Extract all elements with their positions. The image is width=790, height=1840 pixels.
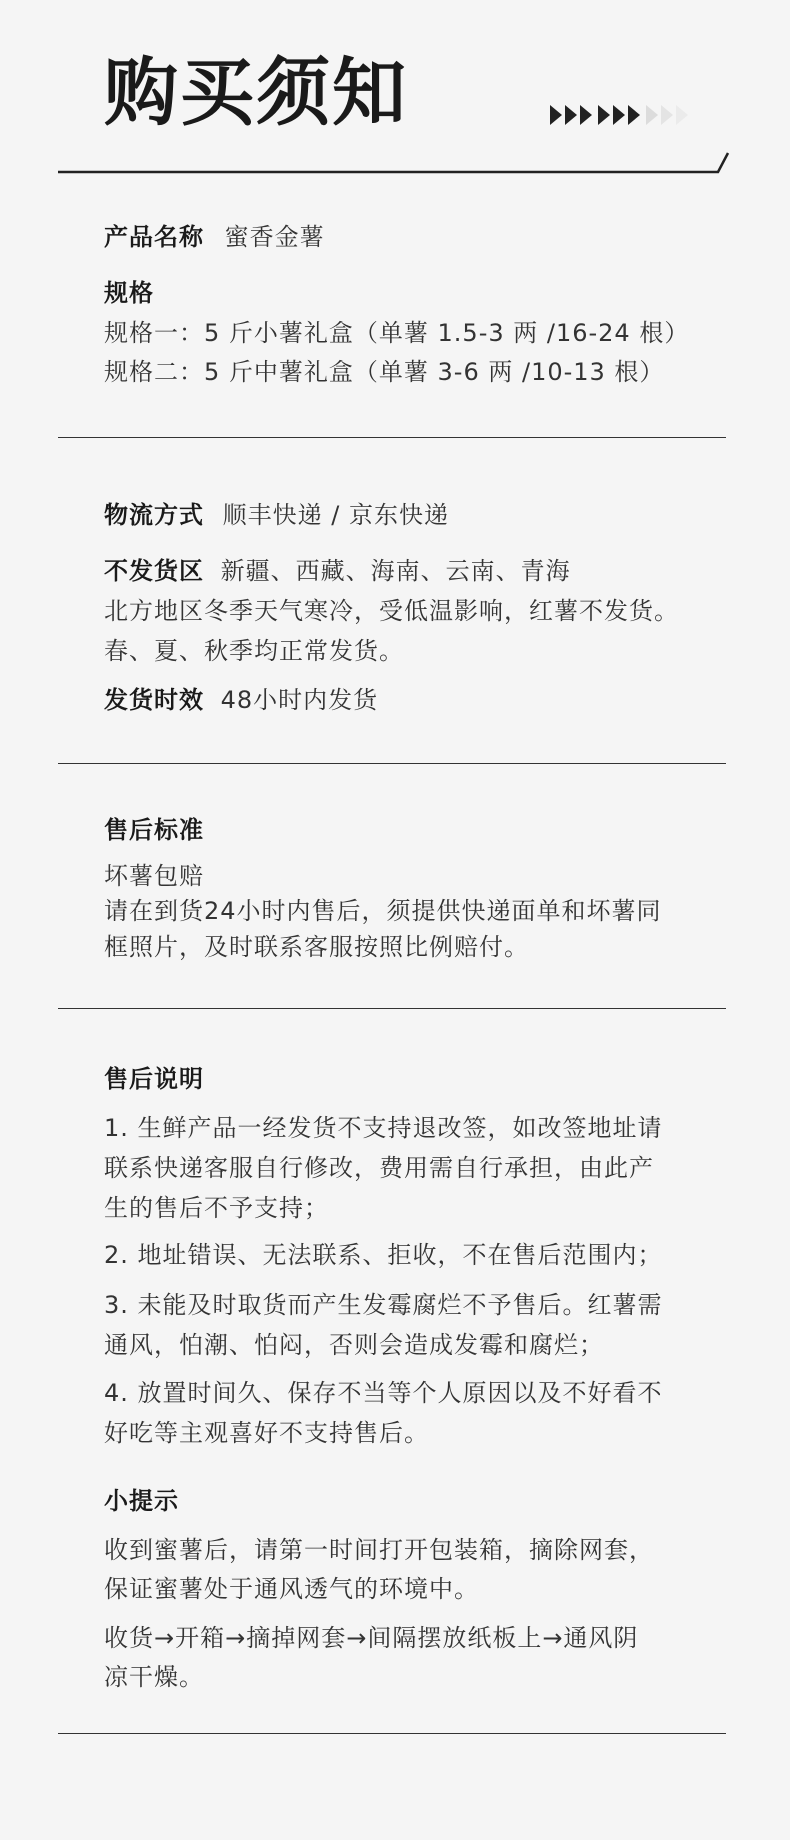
tips-heading: 小提示 (104, 1487, 179, 1515)
after-sales-note-3a: 3. 未能及时取货而产生发霉腐烂不予售后。红薯需 (104, 1291, 663, 1319)
after-sales-note-1a: 1. 生鲜产品一经发货不支持退改签，如改签地址请 (104, 1114, 663, 1142)
arrow-icon (580, 105, 592, 125)
shipping-note-2: 春、夏、秋季均正常发货。 (104, 637, 404, 665)
arrow-icon (676, 105, 688, 125)
shipping-time-value: 48小时内发货 (220, 686, 379, 714)
spec-line-1: 规格一：5 斤小薯礼盒（单薯 1.5-3 两 /16-24 根） (104, 319, 690, 347)
arrow-icon (628, 105, 640, 125)
shipping-time-row (104, 685, 378, 715)
spec-heading: 规格 (104, 279, 154, 307)
after-sales-note-2: 2. 地址错误、无法联系、拒收，不在售后范围内； (104, 1241, 663, 1269)
tips-line-4: 凉干燥。 (104, 1663, 204, 1691)
shipping-note-1: 北方地区冬季天气寒冷，受低温影响，红薯不发货。 (104, 597, 679, 625)
arrow-icon (661, 105, 673, 125)
tips-line-1: 收到蜜薯后，请第一时间打开包装箱，摘除网套， (104, 1536, 654, 1564)
no-ship-row (104, 556, 571, 586)
no-ship-value: 新疆、西藏、海南、云南、青海 (220, 557, 571, 585)
after-sales-standard-line-1: 坏薯包赔 (104, 862, 204, 890)
after-sales-standard-heading: 售后标准 (104, 816, 204, 844)
product-name-row (104, 222, 325, 252)
section-divider (58, 1733, 726, 1734)
product-name-label: 产品名称 (104, 223, 204, 251)
after-sales-note-1b: 联系快递客服自行修改，费用需自行承担，由此产 (104, 1154, 654, 1182)
after-sales-standard-line-3: 框照片，及时联系客服按照比例赔付。 (104, 933, 529, 961)
spec-line-2: 规格二：5 斤中薯礼盒（单薯 3-6 两 /10-13 根） (104, 358, 665, 386)
after-sales-notes-heading: 售后说明 (104, 1065, 204, 1093)
after-sales-note-4b: 好吃等主观喜好不支持售后。 (104, 1419, 429, 1447)
section-divider (58, 1008, 726, 1009)
shipping-time-label: 发货时效 (104, 686, 204, 714)
shipping-method-row (104, 500, 449, 530)
shipping-method-value: 顺丰快递 / 京东快递 (222, 501, 449, 529)
after-sales-note-4a: 4. 放置时间久、保存不当等个人原因以及不好看不 (104, 1379, 663, 1407)
page-title: 购买须知 (104, 50, 408, 136)
tips-line-2: 保证蜜薯处于通风透气的环境中。 (104, 1575, 479, 1603)
arrow-icon (646, 105, 658, 125)
arrow-icon (550, 105, 562, 125)
arrow-icon (565, 105, 577, 125)
arrow-icon (613, 105, 625, 125)
header-divider (58, 150, 730, 176)
arrow-decoration-icon (550, 103, 710, 127)
after-sales-standard-line-2: 请在到货24小时内售后，须提供快递面单和坏薯同 (104, 897, 662, 925)
after-sales-note-3b: 通风，怕潮、怕闷，否则会造成发霉和腐烂； (104, 1331, 604, 1359)
product-name-value: 蜜香金薯 (224, 223, 325, 251)
after-sales-note-1c: 生的售后不予支持； (104, 1194, 329, 1222)
section-divider (58, 437, 726, 438)
arrow-icon (598, 105, 610, 125)
no-ship-label: 不发货区 (104, 557, 204, 585)
shipping-method-label: 物流方式 (104, 501, 204, 529)
section-divider (58, 763, 726, 764)
tips-line-3: 收货→开箱→摘掉网套→间隔摆放纸板上→通风阴 (104, 1624, 639, 1652)
